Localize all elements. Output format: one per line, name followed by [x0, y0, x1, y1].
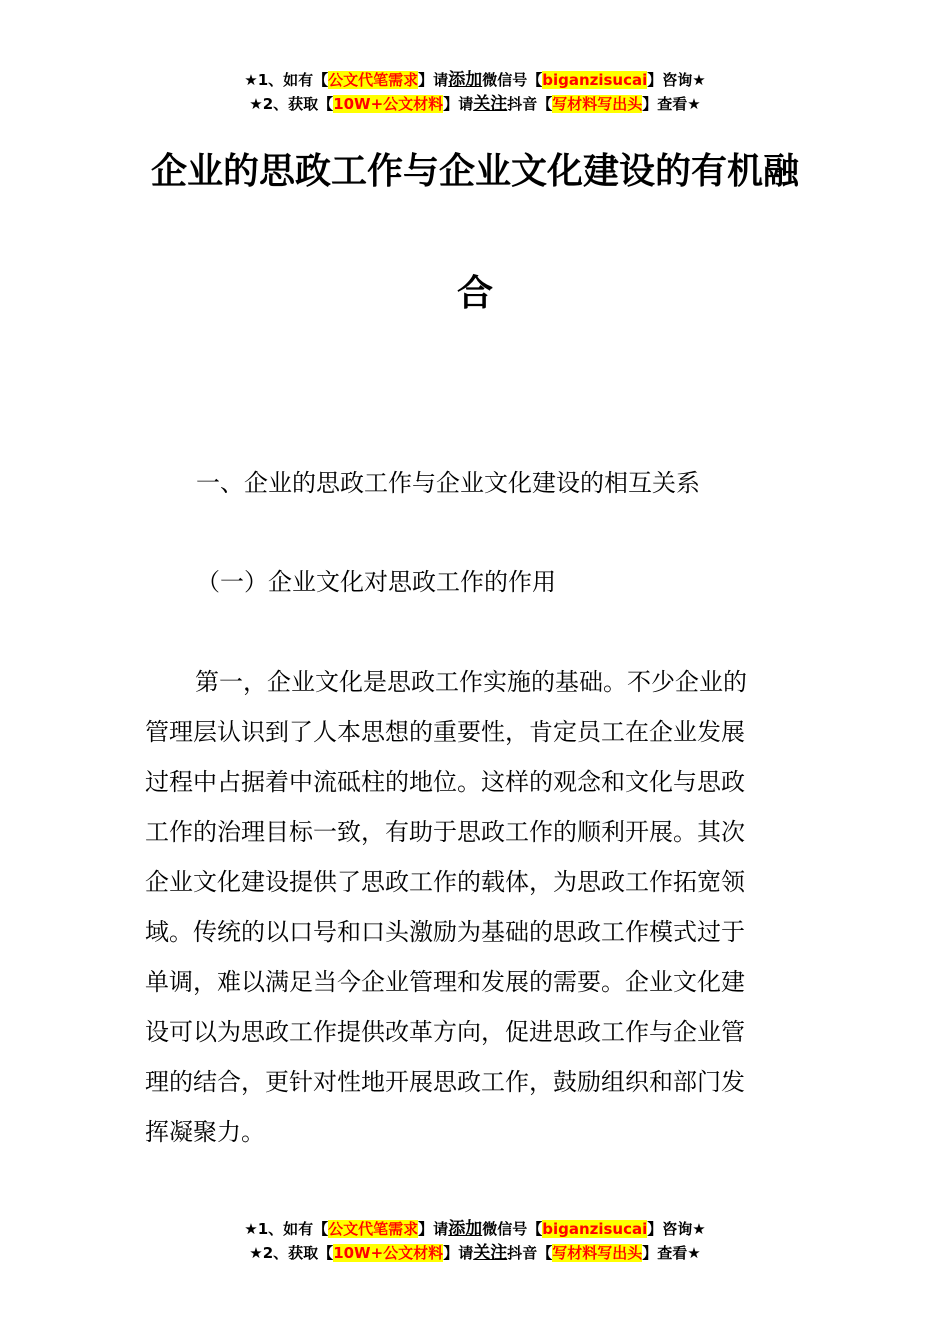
promo-text: 抖音【	[507, 95, 553, 113]
promo-text: 抖音【	[507, 1244, 553, 1262]
promo-text: 微信号【	[482, 71, 543, 89]
promo-emphasis: 添加	[448, 1219, 483, 1239]
paragraph-line: 过程中占据着中流砥柱的地位。这样的观念和文化与思政	[145, 768, 745, 796]
promo-text: 】请	[443, 95, 474, 113]
promo-text: 】查看★	[642, 1244, 701, 1262]
promo-footer	[0, 1217, 950, 1265]
body-paragraph	[145, 662, 809, 1162]
promo-emphasis: 添加	[448, 70, 483, 90]
paragraph-line: 工作的治理目标一致，有助于思政工作的顺利开展。其次	[145, 818, 745, 846]
promo-highlight: 公文代笔需求	[328, 1220, 419, 1238]
paragraph-line: 理的结合，更针对性地开展思政工作，鼓励组织和部门发	[145, 1068, 745, 1096]
promo-highlight: 10W+公文材料	[333, 1244, 444, 1262]
promo-highlight: 公文代笔需求	[328, 71, 419, 89]
promo-douyin-name: 写材料写出头	[552, 95, 643, 113]
promo-text: 】查看★	[642, 95, 701, 113]
promo-douyin-name: 写材料写出头	[552, 1244, 643, 1262]
paragraph-line: 第一，企业文化是思政工作实施的基础。不少企业的	[195, 668, 747, 696]
promo-text: 】咨询★	[647, 1220, 706, 1238]
promo-line-1	[0, 68, 950, 92]
promo-text: 】请	[418, 71, 449, 89]
subsection-heading: （一）企业文化对思政工作的作用	[196, 568, 556, 596]
paragraph-line: 企业文化建设提供了思政工作的载体，为思政工作拓宽领	[145, 868, 745, 896]
promo-emphasis: 关注	[473, 1243, 508, 1263]
paragraph-line: 挥凝聚力。	[145, 1118, 265, 1146]
promo-text: 】咨询★	[647, 71, 706, 89]
promo-emphasis: 关注	[473, 94, 508, 114]
promo-highlight: 10W+公文材料	[333, 95, 444, 113]
paragraph-line: 设可以为思政工作提供改革方向，促进思政工作与企业管	[145, 1018, 745, 1046]
promo-text: ★2、获取【	[249, 95, 334, 113]
promo-line-2	[0, 1241, 950, 1265]
promo-text: 】请	[418, 1220, 449, 1238]
promo-header	[0, 68, 950, 116]
paragraph-line: 管理层认识到了人本思想的重要性，肯定员工在企业发展	[145, 718, 745, 746]
promo-line-2	[0, 92, 950, 116]
promo-text: ★2、获取【	[249, 1244, 334, 1262]
document-title-continued: 合	[456, 273, 493, 314]
paragraph-line: 单调，难以满足当今企业管理和发展的需要。企业文化建	[145, 968, 745, 996]
promo-line-1	[0, 1217, 950, 1241]
promo-text: 微信号【	[482, 1220, 543, 1238]
promo-wechat-id: biganzisucai	[542, 71, 648, 89]
promo-text: 】请	[443, 1244, 474, 1262]
section-heading: 一、企业的思政工作与企业文化建设的相互关系	[196, 469, 700, 497]
document-title: 企业的思政工作与企业文化建设的有机融	[150, 151, 799, 192]
paragraph-line: 域。传统的以口号和口头激励为基础的思政工作模式过于	[145, 918, 745, 946]
promo-wechat-id: biganzisucai	[542, 1220, 648, 1238]
promo-text: ★1、如有【	[244, 71, 329, 89]
promo-text: ★1、如有【	[244, 1220, 329, 1238]
